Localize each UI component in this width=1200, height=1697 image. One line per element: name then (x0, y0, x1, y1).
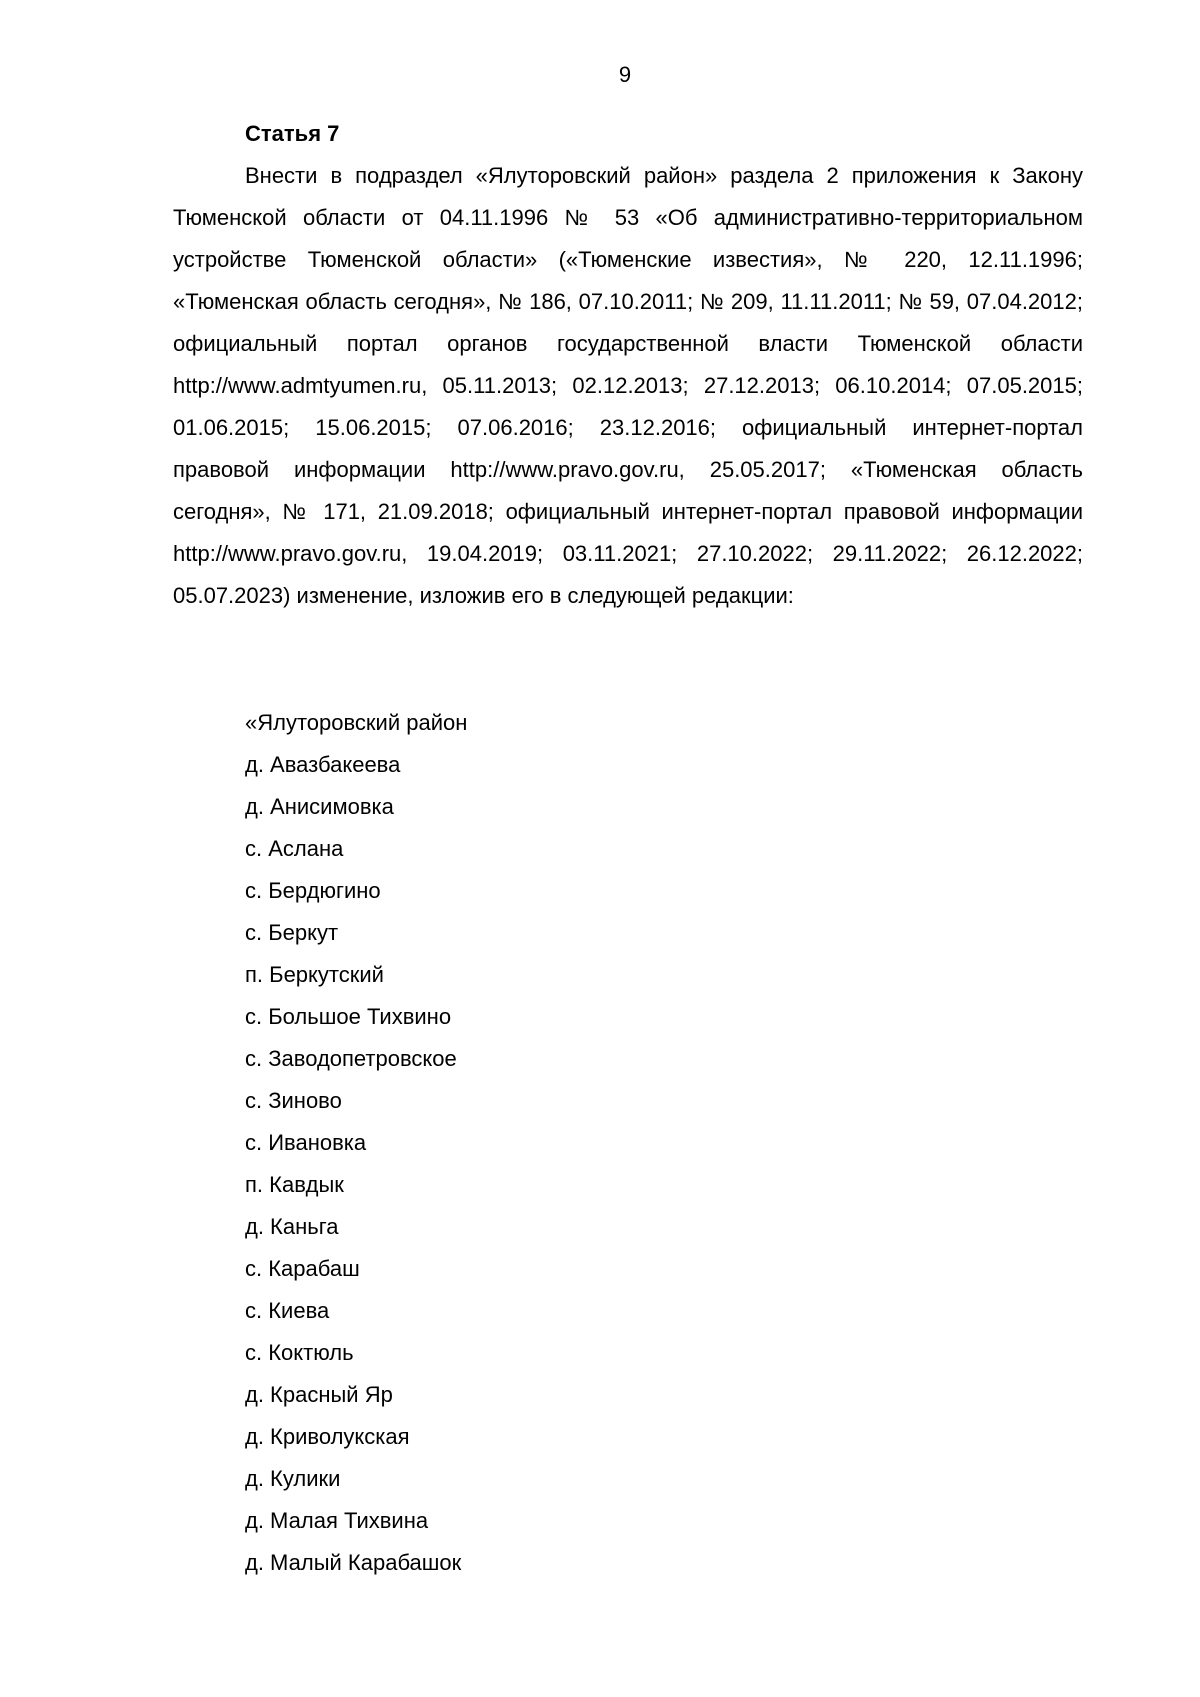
settlement-item: с. Беркут (245, 920, 339, 945)
settlement-item: с. Бердюгино (245, 878, 381, 903)
settlement-item: п. Беркутский (245, 962, 384, 987)
settlement-item: д. Кулики (245, 1466, 341, 1491)
settlement-item: с. Большое Тихвино (245, 1004, 452, 1029)
district-title: «Ялуторовский район (245, 710, 468, 735)
settlement-item: п. Кавдык (245, 1172, 344, 1197)
settlement-item: д. Малая Тихвина (245, 1508, 429, 1533)
settlement-item: с. Карабаш (245, 1256, 360, 1281)
settlement-item: д. Авазбакеева (245, 752, 401, 777)
settlement-item: д. Каньга (245, 1214, 339, 1239)
settlement-list (245, 744, 461, 1584)
settlement-item: с. Аслана (245, 836, 344, 861)
settlement-item: с. Зиново (245, 1088, 342, 1113)
settlement-item: д. Криволукская (245, 1424, 410, 1449)
article-heading: Статья 7 (245, 121, 340, 146)
settlement-item: с. Киева (245, 1298, 330, 1323)
article-body-paragraph: Внести в подраздел «Ялуторовский район» раздела 2 приложения к Закону Тюменской области от 04.11.1996 № 53 «Об административно-территориальном устройстве Тюменской области» («Тюменские известия», № 220, 12.11.1996; «Тюменская область сегодня», № 186, 07.10.2011; № 209, 11.11.2011; № 59, 07.04.2012; официальный портал органов государственной власти Тюменской области http://www.admtyumen.ru, 05.11.2013; 02.12.2013; 27.12.2013; 06.10.2014; 07.05.2015; 01.06.2015; 15.06.2015; 07.06.2016; 23.12.2016; официальный интернет-портал правовой информации http://www.pravo.gov.ru, 25.05.2017; «Тюменская область сегодня», № 171, 21.09.2018; официальный интернет-портал правовой информации http://www.pravo.gov.ru, 19.04.2019; 03.11.2021; 27.10.2022; 29.11.2022; 26.12.2022; 05.07.2023) изменение, изложив его в следующей редакции: (173, 163, 1083, 608)
settlement-item: с. Заводопетровское (245, 1046, 457, 1071)
settlement-item: д. Малый Карабашок (245, 1550, 462, 1575)
settlement-item: с. Коктюль (245, 1340, 354, 1365)
settlement-item: д. Красный Яр (245, 1382, 393, 1407)
settlement-item: д. Анисимовка (245, 794, 394, 819)
settlement-item: с. Ивановка (245, 1130, 367, 1155)
page-number: 9 (618, 62, 632, 87)
